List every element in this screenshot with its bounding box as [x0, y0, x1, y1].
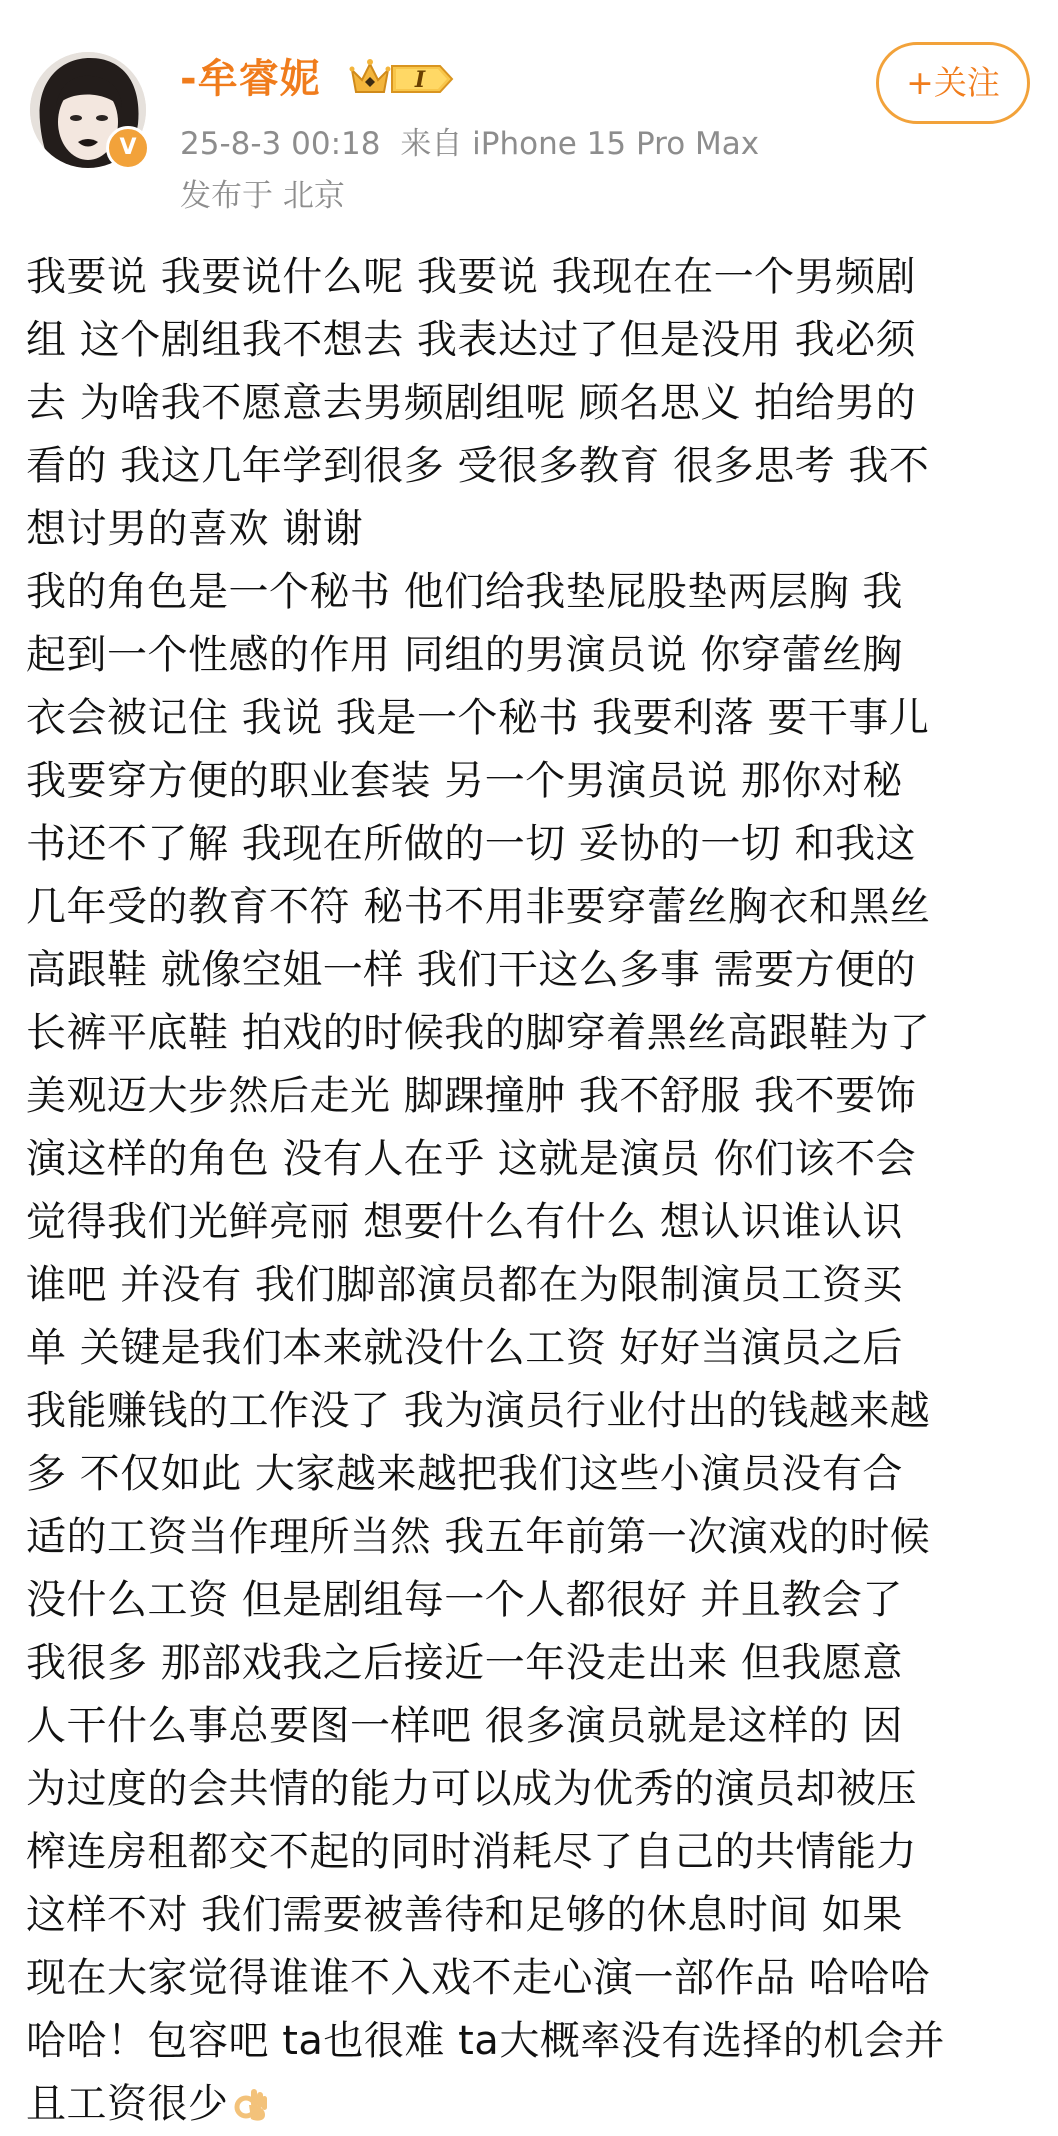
post-text-line: 觉得我们光鲜亮丽 想要什么有什么 想认识谁认识	[26, 1199, 903, 1245]
post-text-line: 美观迈大步然后走光 脚踝撞肿 我不舒服 我不要饰	[26, 1073, 917, 1119]
post-text-line: 没什么工资 但是剧组每一个人都很好 并且教会了	[26, 1577, 903, 1623]
post-text-line: 榨连房租都交不起的同时消耗尽了自己的共情能力	[26, 1829, 917, 1875]
ok-hand-icon	[231, 2083, 271, 2123]
post-text-tail: 且工资很少	[26, 2081, 229, 2127]
post-text-line: 我能赚钱的工作没了 我为演员行业付出的钱越来越	[26, 1388, 931, 1434]
post-text-line: 书还不了解 我现在所做的一切 妥协的一切 和我这	[26, 821, 917, 867]
post-text-line: 哈哈！包容吧 ta也很难 ta大概率没有选择的机会并	[26, 2018, 945, 2064]
post-text-line: 去 为啥我不愿意去男频剧组呢 顾名思义 拍给男的	[26, 380, 917, 426]
level-badge-text: I	[414, 67, 426, 93]
post-text-line-last	[26, 2073, 1036, 2136]
post-text-line: 看的 我这几年学到很多 受很多教育 很多思考 我不	[26, 443, 930, 489]
post-text-line: 几年受的教育不符 秘书不用非要穿蕾丝胸衣和黑丝	[26, 884, 931, 930]
post-location: 发布于 北京	[180, 178, 345, 214]
post-text-line: 适的工资当作理所当然 我五年前第一次演戏的时候	[26, 1514, 931, 1560]
post-text-line: 长裤平底鞋 拍戏的时候我的脚穿着黑丝高跟鞋为了	[26, 1010, 931, 1056]
post-content	[26, 246, 1036, 2136]
post-text-line: 人干什么事总要图一样吧 很多演员就是这样的 因	[26, 1703, 903, 1749]
post-text-line: 这样不对 我们需要被善待和足够的休息时间 如果	[26, 1892, 903, 1938]
post-text-line: 想讨男的喜欢 谢谢	[26, 506, 364, 552]
author-avatar[interactable]	[30, 52, 146, 168]
post-text-line: 我的角色是一个秘书 他们给我垫屁股垫两层胸 我	[26, 569, 903, 615]
post-text-line: 现在大家觉得谁谁不入戏不走心演一部作品 哈哈哈	[26, 1955, 931, 2001]
post-text-line: 我要说 我要说什么呢 我要说 我现在在一个男频剧	[26, 254, 917, 300]
post-text-line: 起到一个性感的作用 同组的男演员说 你穿蕾丝胸	[26, 632, 903, 678]
follow-button[interactable]: +关注	[876, 42, 1030, 124]
post-text-line: 衣会被记住 我说 我是一个秘书 我要利落 要干事儿	[26, 695, 930, 741]
post-text-line: 我很多 那部戏我之后接近一年没走出来 但我愿意	[26, 1640, 903, 1686]
post-timestamp: 25-8-3 00:18	[180, 126, 381, 162]
author-name[interactable]: -牟睿妮	[180, 56, 321, 102]
post-source: 来自 iPhone 15 Pro Max	[400, 126, 760, 162]
post-text-line: 高跟鞋 就像空姐一样 我们干这么多事 需要方便的	[26, 947, 917, 993]
post-meta	[180, 124, 769, 164]
post-text-line: 为过度的会共情的能力可以成为优秀的演员却被压	[26, 1766, 917, 1812]
post-text-line: 组 这个剧组我不想去 我表达过了但是没用 我必须	[26, 317, 917, 363]
verified-icon: V	[106, 126, 150, 170]
post-text-line: 我要穿方便的职业套装 另一个男演员说 那你对秘	[26, 758, 903, 804]
post-text-line: 多 不仅如此 大家越来越把我们这些小演员没有合	[26, 1451, 903, 1497]
post-text-line: 谁吧 并没有 我们脚部演员都在为限制演员工资买	[26, 1262, 903, 1308]
post-text-line: 演这样的角色 没有人在乎 这就是演员 你们该不会	[26, 1136, 917, 1182]
post-text-line: 单 关键是我们本来就没什么工资 好好当演员之后	[26, 1325, 903, 1371]
post-header	[0, 0, 1058, 230]
crown-level-badge-icon	[348, 56, 460, 102]
